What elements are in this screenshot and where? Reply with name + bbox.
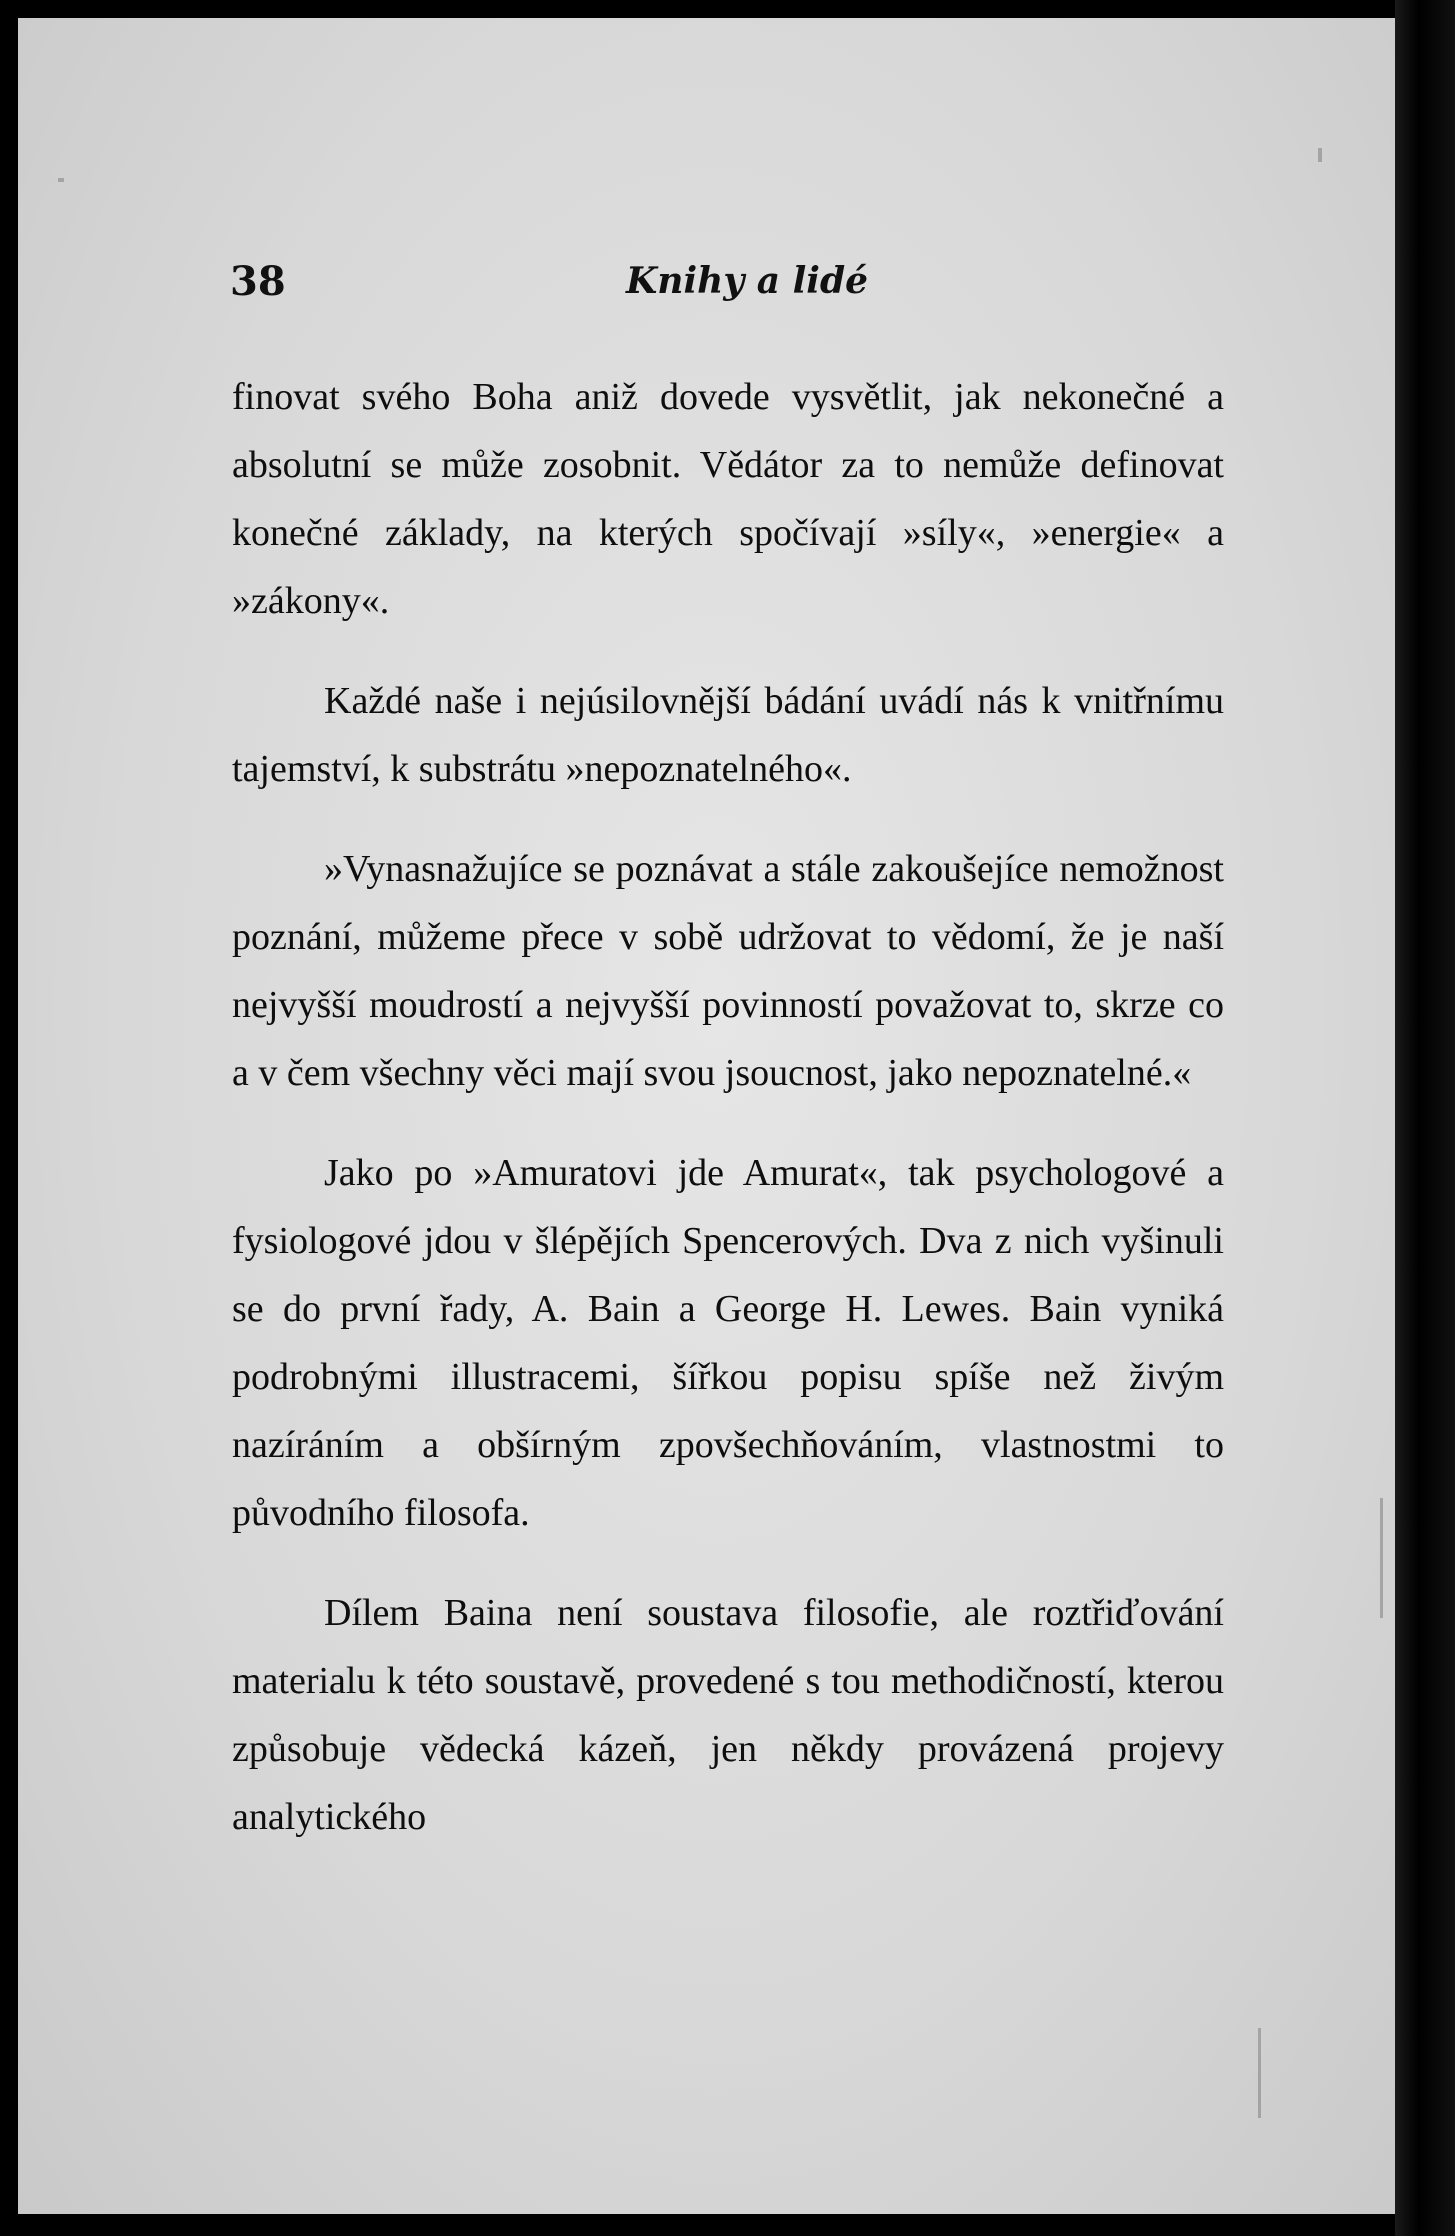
page-number: 38 — [230, 258, 286, 305]
page-header — [214, 258, 1224, 318]
running-head: Knihy a lidé — [626, 260, 869, 302]
paragraph: Každé naše i nejúsilovnější bádání uvádí nás k vnitřnímu tajemství, k substrátu »nepoznatelného«. — [232, 680, 1224, 790]
paragraph: finovat svého Boha aniž dovede vysvětlit, jak nekonečné a absolutní se může zosobnit. Vědátor za to nemůže definovat konečné základy, na kterých spočívají »síly«, »energie« a »zákony«. — [232, 376, 1224, 622]
paragraph: Dílem Baina není soustava filosofie, ale roztřiďování materialu k této soustavě, provedené s tou methodičností, kterou způsobuje vědecká kázeň, jen někdy provázená projevy analytického — [232, 1592, 1224, 1838]
book-page — [18, 18, 1413, 2214]
paper-speck — [58, 178, 64, 182]
paper-speck — [1380, 1498, 1383, 1618]
paragraph: »Vynasnažujíce se poznávat a stále zakoušejíce nemožnost poznání, můžeme přece v sobě udržovat to vědomí, že je naší nejvyšší moudrostí a nejvyšší povinností považovat to, skrze co a v čem všechny věci mají svou jsoucnost, jako nepoznatelné.« — [232, 848, 1224, 1094]
paper-speck — [1318, 148, 1322, 162]
paragraph: Jako po »Amuratovi jde Amurat«, tak psychologové a fysiologové jdou v šlépějích Spencerových. Dva z nich vyšinuli se do první řady, A. Bain a George H. Lewes. Bain vyniká podrobnými illustracemi, šířkou popisu spíše než živým nazíráním a obšírným zpovšechňováním, vlastnostmi to původního filosofa. — [232, 1152, 1224, 1534]
body-text — [232, 363, 1224, 1883]
page-edge-shadow — [1395, 0, 1455, 2236]
paper-speck — [1258, 2028, 1261, 2118]
